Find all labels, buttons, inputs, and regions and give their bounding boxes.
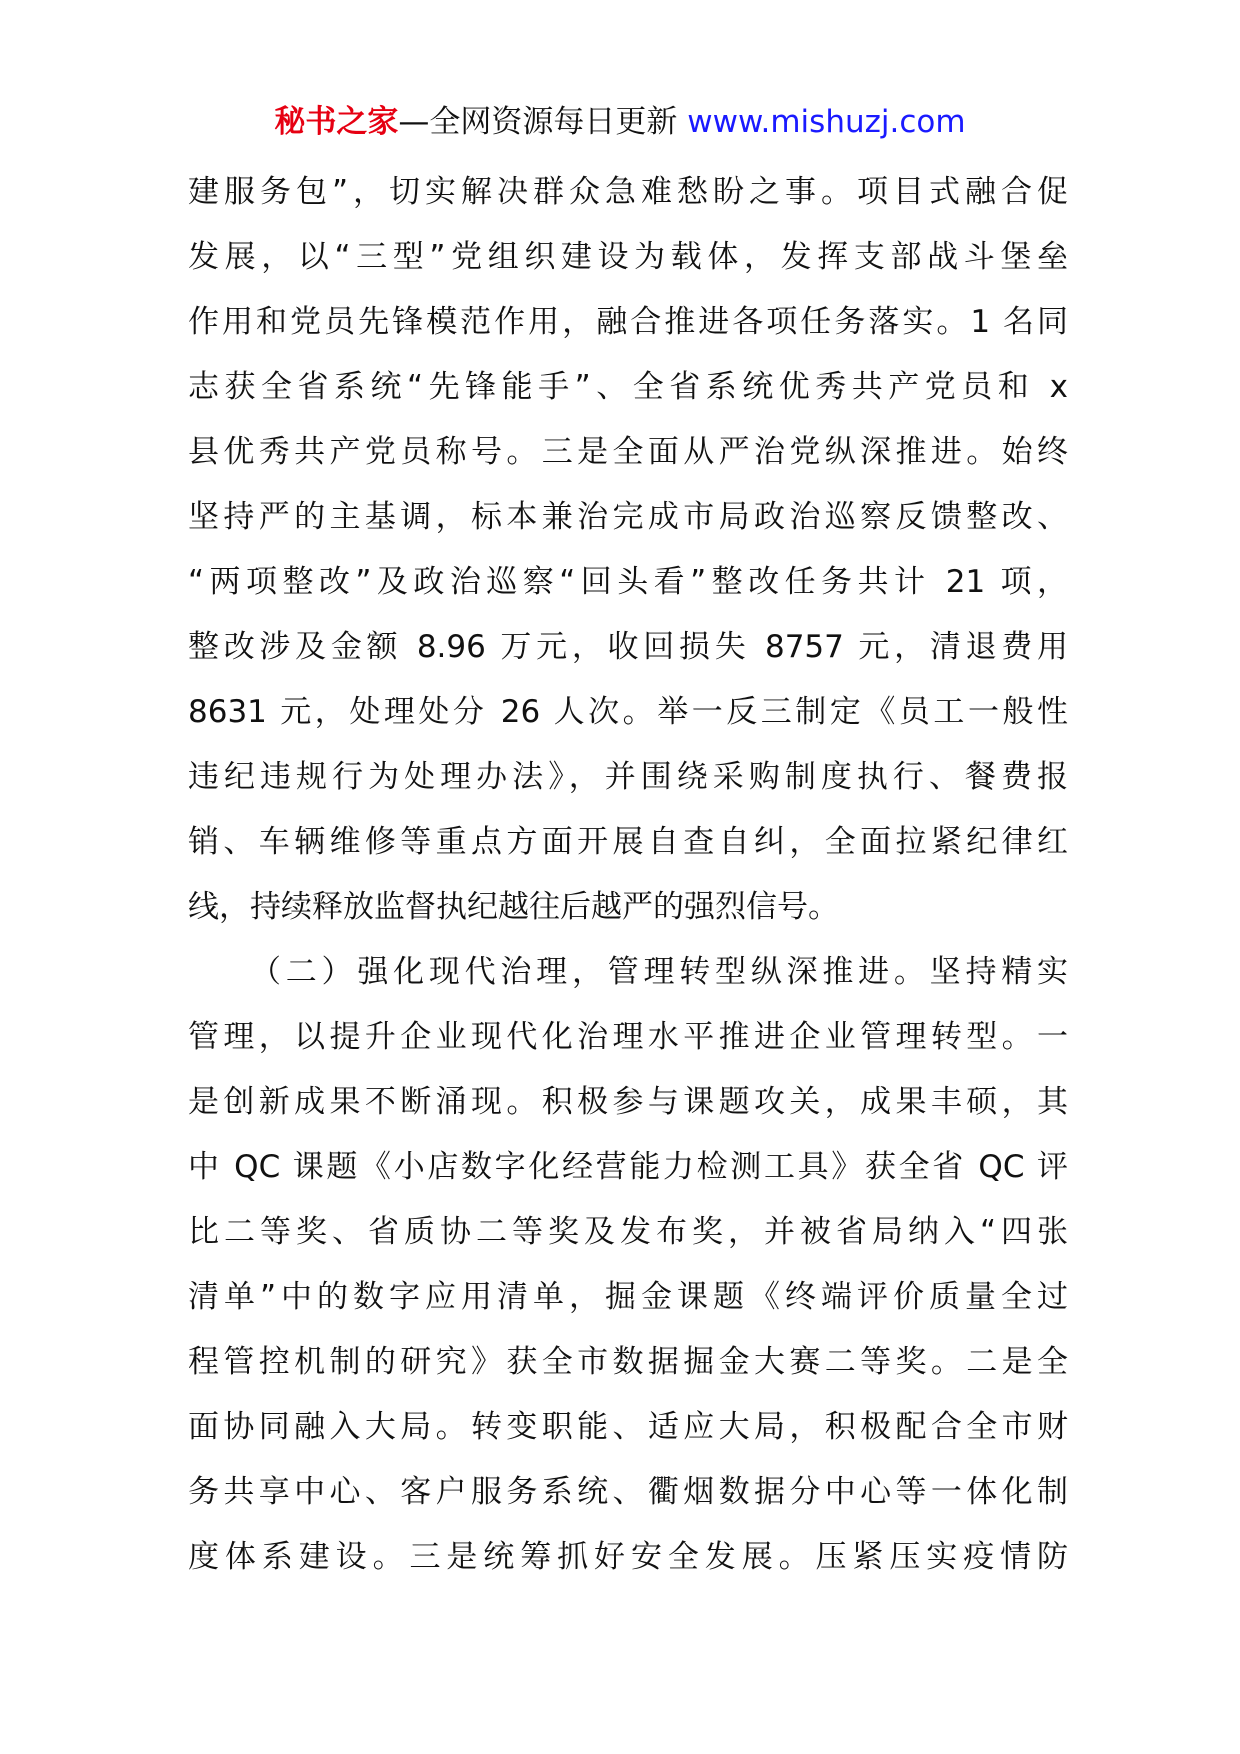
- text-line: 建服务包”，切实解决群众急难愁盼之事。项目式融合促: [188, 174, 1068, 210]
- text-line: 志获全省系统“先锋能手”、全省系统优秀共产党员和 x: [188, 369, 1068, 405]
- site-tagline: —全网资源每日更新: [398, 104, 688, 140]
- text-line: 作用和党员先锋模范作用，融合推进各项任务落实。1 名同: [188, 304, 1068, 340]
- text-line: 坚持严的主基调，标本兼治完成市局政治巡察反馈整改、: [188, 499, 1068, 535]
- text-line: 比二等奖、省质协二等奖及发布奖，并被省局纳入“四张: [188, 1214, 1068, 1250]
- site-brand: 秘书之家: [274, 104, 399, 140]
- text-line: 整改涉及金额 8.96 万元，收回损失 8757 元，清退费用: [188, 629, 1068, 665]
- text-line: 销、车辆维修等重点方面开展自查自纠，全面拉紧纪律红: [188, 824, 1068, 860]
- section-heading-line: （二）强化现代治理，管理转型纵深推进。坚持精实: [250, 954, 1068, 990]
- text-line: 县优秀共产党员称号。三是全面从严治党纵深推进。始终: [188, 434, 1068, 470]
- text-line: “两项整改”及政治巡察“回头看”整改任务共计 21 项，: [188, 564, 1068, 600]
- text-line: 是创新成果不断涌现。积极参与课题攻关，成果丰硕，其: [188, 1084, 1068, 1120]
- text-line: 度体系建设。三是统筹抓好安全发展。压紧压实疫情防: [188, 1539, 1068, 1575]
- site-header: [0, 100, 1240, 144]
- text-line: 线，持续释放监督执纪越往后越严的强烈信号。: [188, 889, 839, 925]
- document-body: [188, 160, 1068, 1590]
- text-line: 违纪违规行为处理办法》，并围绕采购制度执行、餐费报: [188, 759, 1068, 795]
- text-line: 面协同融入大局。转变职能、适应大局，积极配合全市财: [188, 1409, 1068, 1445]
- site-url-link[interactable]: www.mishuzj.com: [687, 104, 966, 140]
- text-line: 清单”中的数字应用清单，掘金课题《终端评价质量全过: [188, 1279, 1068, 1315]
- text-line: 程管控机制的研究》获全市数据掘金大赛二等奖。二是全: [188, 1344, 1068, 1380]
- text-line: 发展，以“三型”党组织建设为载体，发挥支部战斗堡垒: [188, 239, 1068, 275]
- text-line: 8631 元，处理处分 26 人次。举一反三制定《员工一般性: [188, 694, 1068, 730]
- text-line: 中 QC 课题《小店数字化经营能力检测工具》获全省 QC 评: [188, 1149, 1068, 1185]
- text-line: 管理，以提升企业现代化治理水平推进企业管理转型。一: [188, 1019, 1068, 1055]
- text-line: 务共享中心、客户服务系统、衢烟数据分中心等一体化制: [188, 1474, 1068, 1510]
